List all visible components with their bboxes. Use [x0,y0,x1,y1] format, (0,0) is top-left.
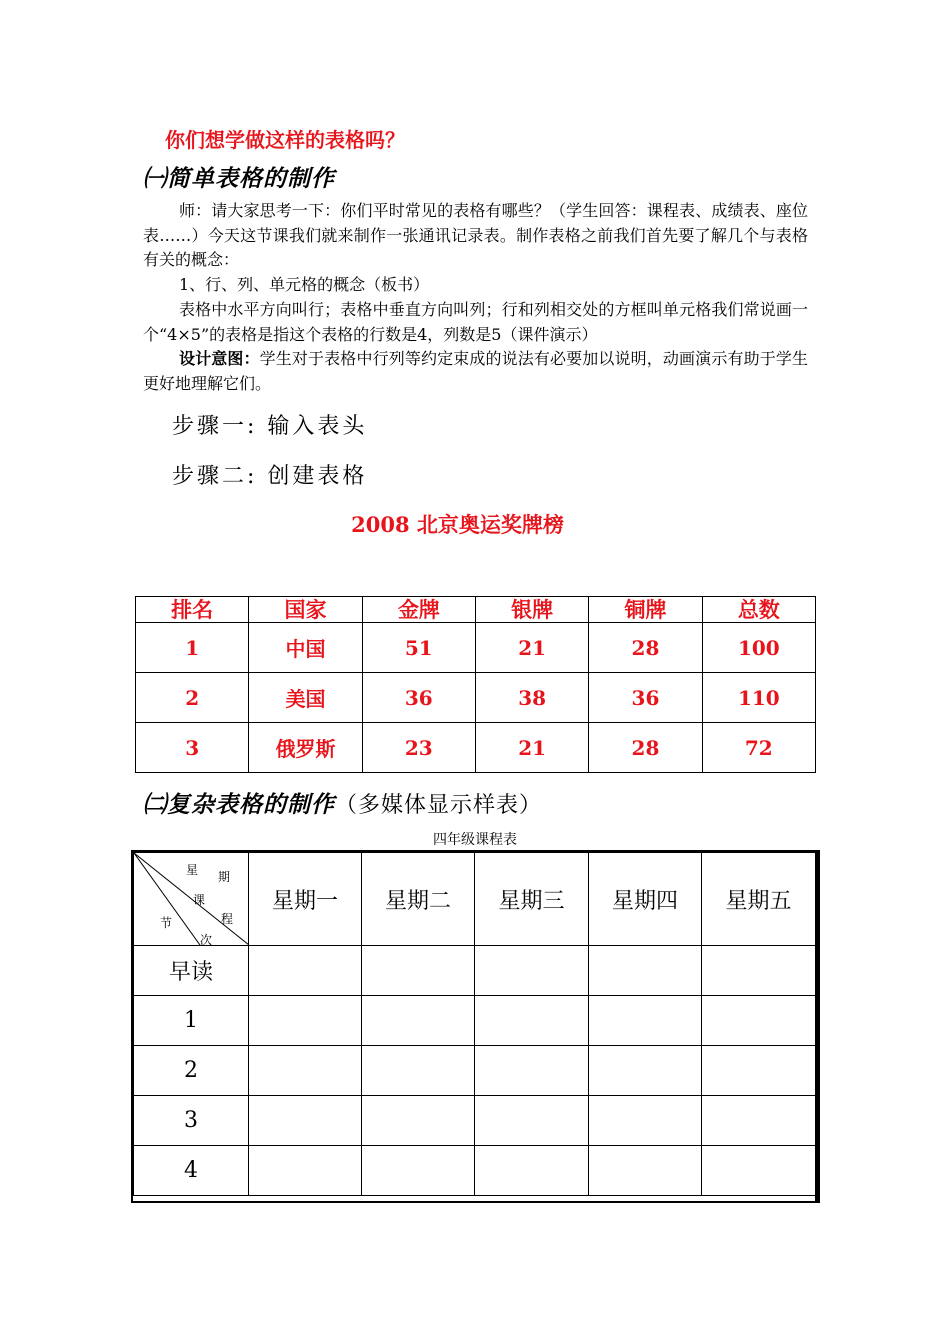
day-header-tue: 星期二 [362,853,475,946]
schedule-header-row [134,853,816,946]
corner-label-qi: 期 [218,870,231,884]
period-label: 1 [134,996,249,1046]
bronze-cell: 28 [589,623,702,673]
day-header-thu: 星期四 [589,853,702,946]
section2-note: （多媒体显示样表） [335,793,543,818]
table-row [136,623,816,673]
schedule-cell [475,946,589,996]
corner-label-ci: 次 [200,933,213,947]
day-header-fri: 星期五 [702,853,816,946]
schedule-table-frame [131,850,820,1203]
header-bronze: 铜牌 [589,597,702,623]
table-row [134,946,816,996]
schedule-table [133,852,816,1196]
period-label: 4 [134,1146,249,1196]
schedule-cell [249,996,362,1046]
schedule-cell [249,1146,362,1196]
schedule-cell [362,946,475,996]
table-row [134,1046,816,1096]
gold-cell: 23 [362,723,475,773]
paragraph-3: 表格中水平方向叫行；表格中垂直方向叫列；行和列相交处的方框叫单元格我们常说画一个“4×5”的表格是指这个表格的行数是4，列数是5（课件演示） [143,300,808,344]
schedule-cell [589,1146,702,1196]
schedule-cell [249,1096,362,1146]
rank-cell: 3 [136,723,249,773]
schedule-cell [475,1096,589,1146]
schedule-cell [362,1046,475,1096]
gold-cell: 36 [362,673,475,723]
schedule-cell [249,1046,362,1096]
step-1: 步骤一: 输入表头 [172,414,368,439]
total-cell: 110 [702,673,815,723]
step-2: 步骤二: 创建表格 [172,464,368,489]
bronze-cell: 28 [589,723,702,773]
country-cell: 俄罗斯 [249,723,362,773]
silver-cell: 21 [475,623,588,673]
schedule-title: 四年级课程表 [433,832,517,848]
header-silver: 银牌 [475,597,588,623]
rank-cell: 1 [136,623,249,673]
schedule-cell [589,946,702,996]
schedule-cell [702,1146,816,1196]
header-rank: 排名 [136,597,249,623]
schedule-cell [589,996,702,1046]
intro-question: 你们想学做这样的表格吗？ [165,128,405,152]
table-row [134,1146,816,1196]
table-row [134,996,816,1046]
schedule-cell [702,1046,816,1096]
schedule-cell [589,1046,702,1096]
design-intent-label: 设计意图： [179,349,260,368]
corner-label-jie: 节 [160,916,173,930]
table-row [134,1096,816,1146]
section1-heading: ㈠简单表格的制作 [143,166,335,192]
table-row [136,673,816,723]
schedule-cell [702,946,816,996]
gold-cell: 51 [362,623,475,673]
header-gold: 金牌 [362,597,475,623]
corner-label-xing: 星 [186,863,199,877]
period-label: 2 [134,1046,249,1096]
medal-table [135,596,816,773]
day-header-wed: 星期三 [475,853,589,946]
paragraph-1: 师：请大家思考一下：你们平时常见的表格有哪些？（学生回答：课程表、成绩表、座位表……）今天这节课我们就来制作一张通讯记录表。制作表格之前我们首先要了解几个与表格有关的概念： [143,201,808,270]
schedule-cell [475,996,589,1046]
paragraph-4 [143,347,808,396]
country-cell: 中国 [249,623,362,673]
silver-cell: 21 [475,723,588,773]
total-cell: 72 [702,723,815,773]
country-cell: 美国 [249,673,362,723]
schedule-cell [362,996,475,1046]
schedule-cell [475,1146,589,1196]
period-label: 3 [134,1096,249,1146]
medal-table-title: 2008 北京奥运奖牌榜 [351,512,564,537]
medal-header-row [136,597,816,623]
schedule-cell [249,946,362,996]
table-row [136,723,816,773]
section2-heading [143,786,542,819]
header-country: 国家 [249,597,362,623]
silver-cell: 38 [475,673,588,723]
corner-label-ke: 课 [193,893,206,907]
paragraph-2: 1、行、列、单元格的概念（板书） [179,275,430,294]
schedule-cell [362,1096,475,1146]
corner-label-cheng: 程 [221,912,234,926]
header-total: 总数 [702,597,815,623]
period-label: 早读 [134,946,249,996]
day-header-mon: 星期一 [249,853,362,946]
total-cell: 100 [702,623,815,673]
schedule-cell [362,1146,475,1196]
rank-cell: 2 [136,673,249,723]
design-intent-text: 学生对于表格中行列等约定束成的说法有必要加以说明，动画演示有助于学生更好地理解它们。 [143,349,808,393]
bronze-cell: 36 [589,673,702,723]
schedule-cell [475,1046,589,1096]
schedule-cell [702,996,816,1046]
diagonal-corner-cell [134,853,249,946]
schedule-cell [589,1096,702,1146]
section2-heading-text: ㈡复杂表格的制作 [143,792,335,818]
schedule-cell [702,1096,816,1146]
